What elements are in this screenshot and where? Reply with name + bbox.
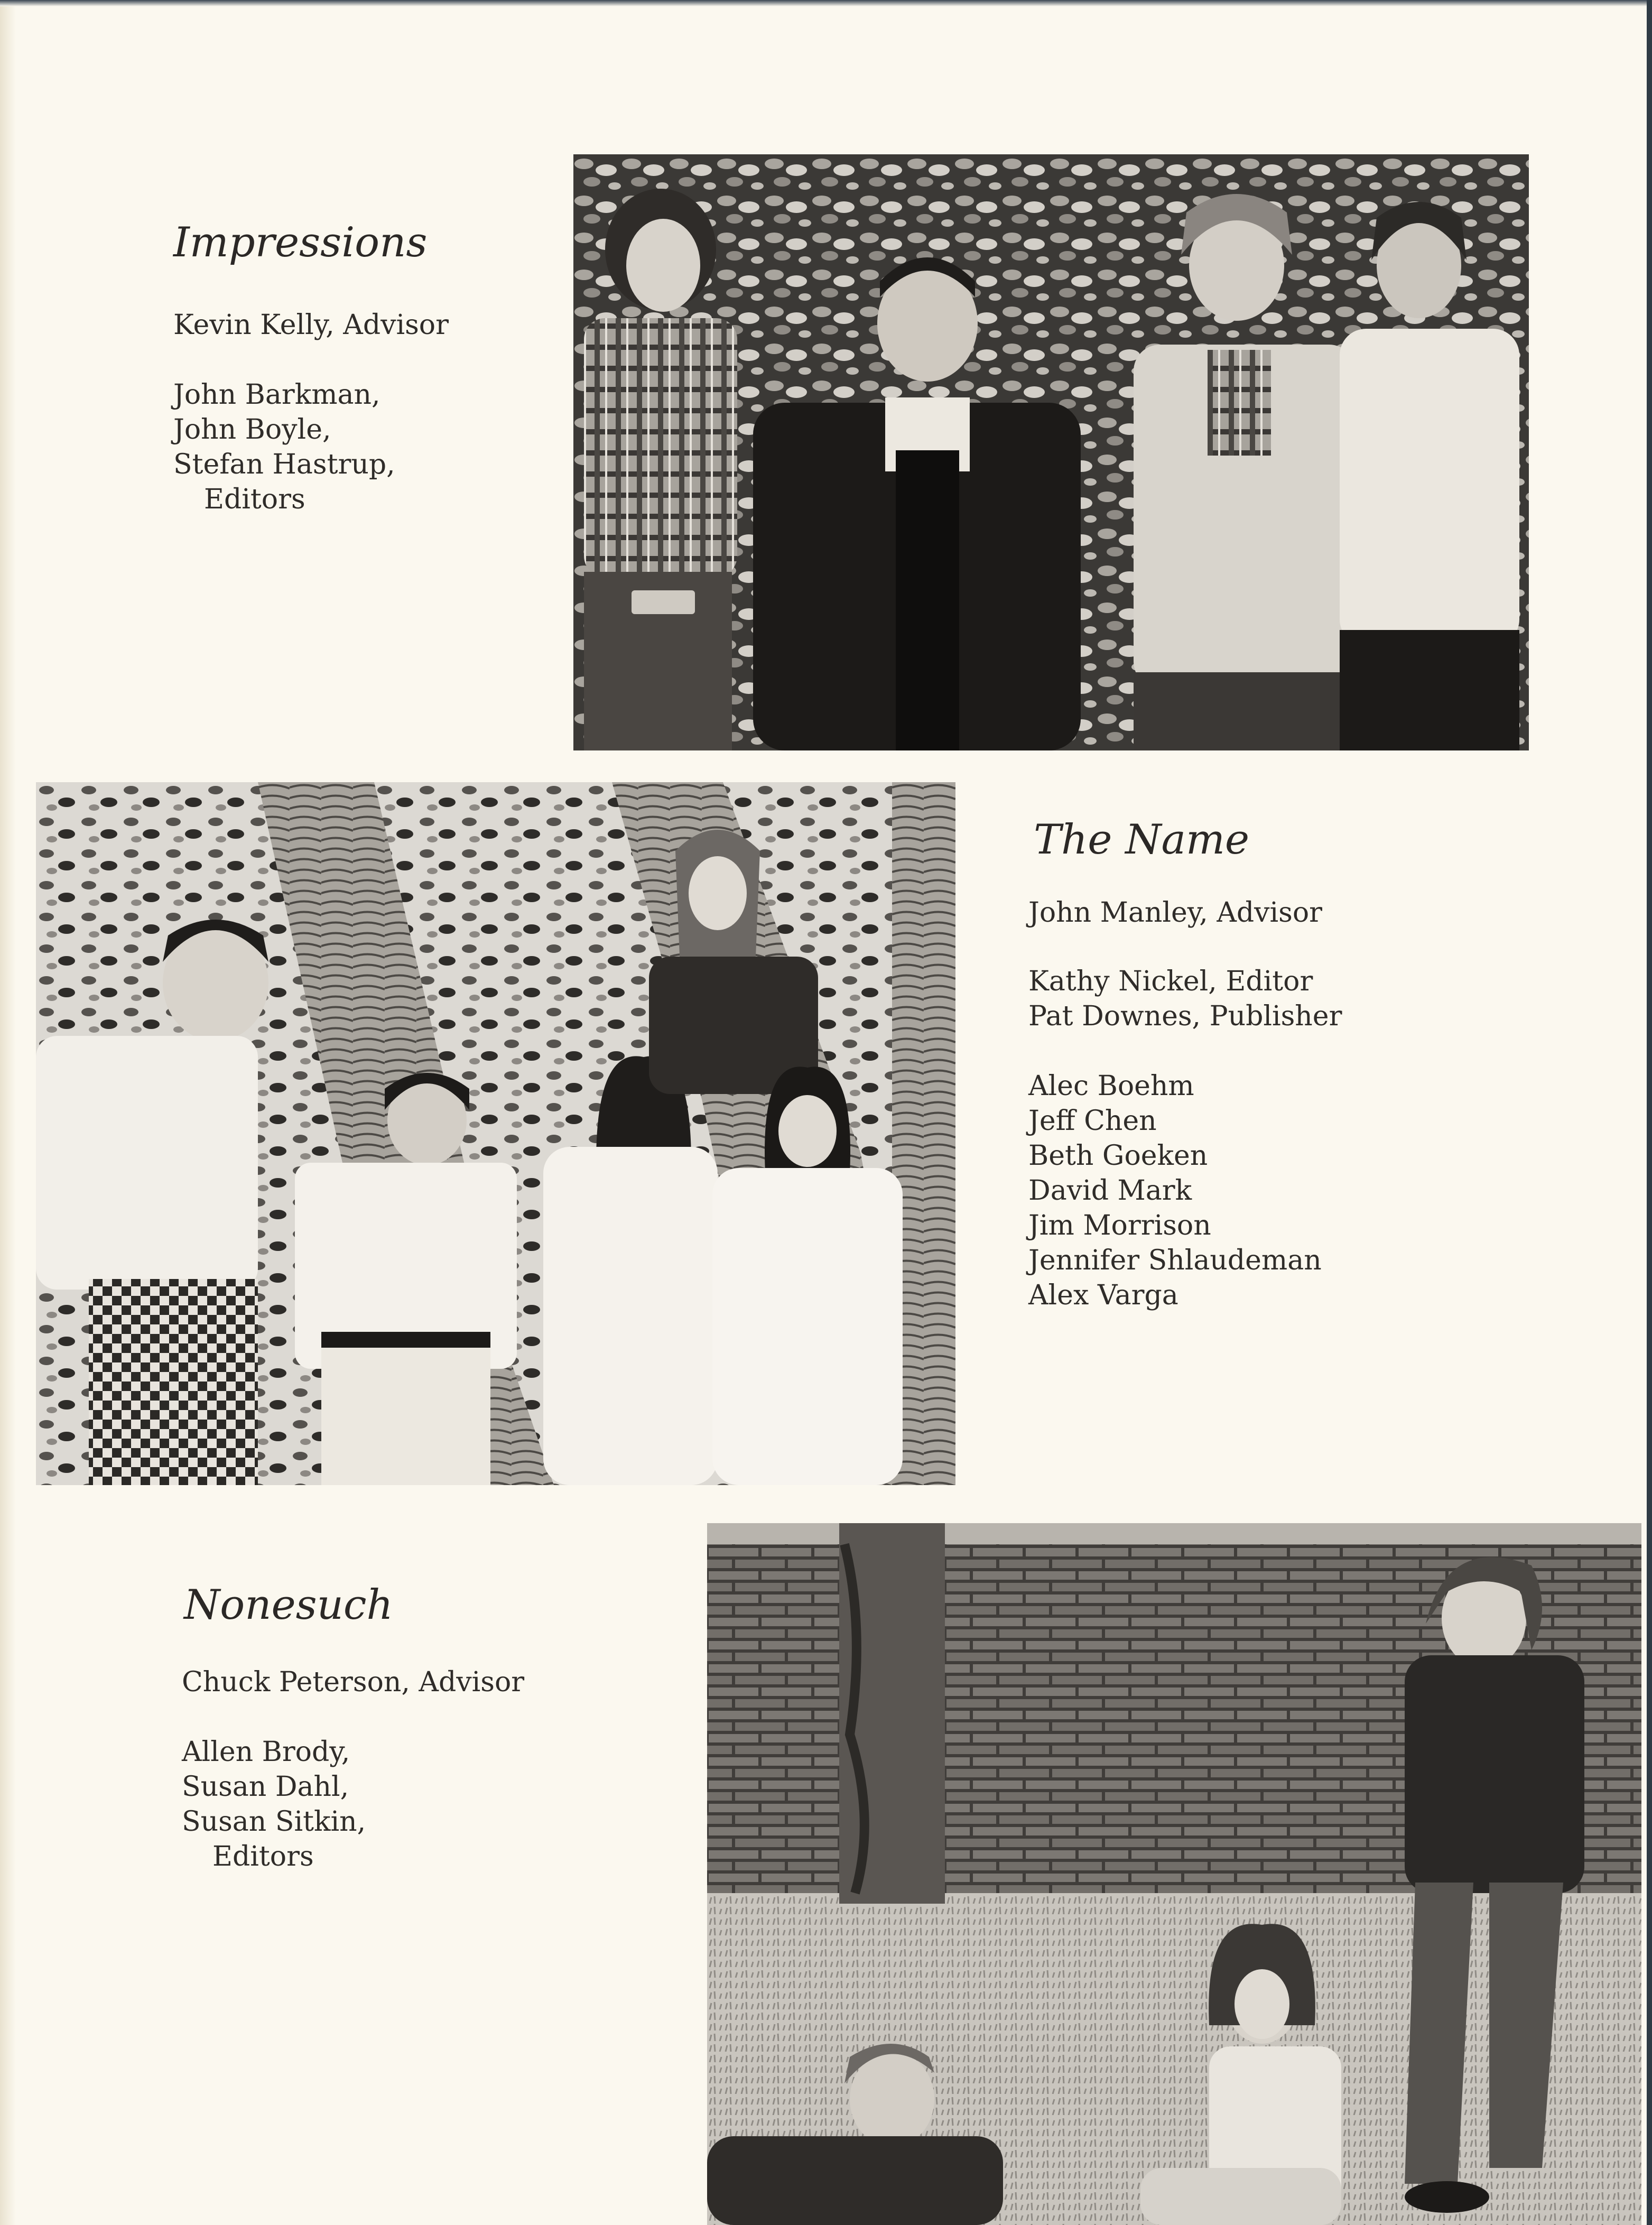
staff-lead-line: Pat Downes, Publisher: [1028, 1000, 1342, 1032]
member-name: Jeff Chen: [1028, 1105, 1157, 1137]
section-title-nonesuch: Nonesuch: [184, 1581, 393, 1629]
section-title-impressions: Impressions: [173, 219, 428, 266]
member-name: David Mark: [1028, 1175, 1192, 1207]
editor-name: John Barkman,: [173, 379, 380, 411]
editor-name: Susan Sitkin,: [182, 1806, 366, 1838]
group-photo-the-name: [36, 782, 955, 1485]
advisor-impressions: Kevin Kelly, Advisor: [173, 309, 449, 341]
advisor-the-name: John Manley, Advisor: [1028, 897, 1323, 929]
editors-role-label: Editors: [212, 1841, 314, 1872]
group-photo-impressions: [573, 154, 1529, 750]
member-name: Alex Varga: [1028, 1280, 1178, 1311]
editor-name: Susan Dahl,: [182, 1771, 349, 1803]
page-binding-edge: [0, 0, 16, 2225]
editor-name: John Boyle,: [173, 414, 331, 446]
section-title-the-name: The Name: [1034, 816, 1250, 864]
editor-name: Allen Brody,: [182, 1736, 350, 1768]
member-name: Jennifer Shlaudeman: [1028, 1245, 1322, 1276]
member-name: Jim Morrison: [1028, 1210, 1211, 1241]
editors-role-label: Editors: [204, 484, 305, 515]
staff-lead-line: Kathy Nickel, Editor: [1028, 966, 1313, 997]
photo-impressions-illustration: [573, 154, 1529, 750]
group-photo-nonesuch: [707, 1523, 1641, 2225]
page-top-edge: [0, 0, 1652, 6]
page-right-edge: [1647, 0, 1652, 2225]
editor-name: Stefan Hastrup,: [173, 449, 395, 480]
photo-nonesuch-illustration: [707, 1523, 1641, 2225]
advisor-nonesuch: Chuck Peterson, Advisor: [182, 1666, 525, 1698]
member-name: Alec Boehm: [1028, 1070, 1194, 1102]
member-name: Beth Goeken: [1028, 1140, 1208, 1172]
photo-the-name-illustration: [36, 782, 955, 1485]
